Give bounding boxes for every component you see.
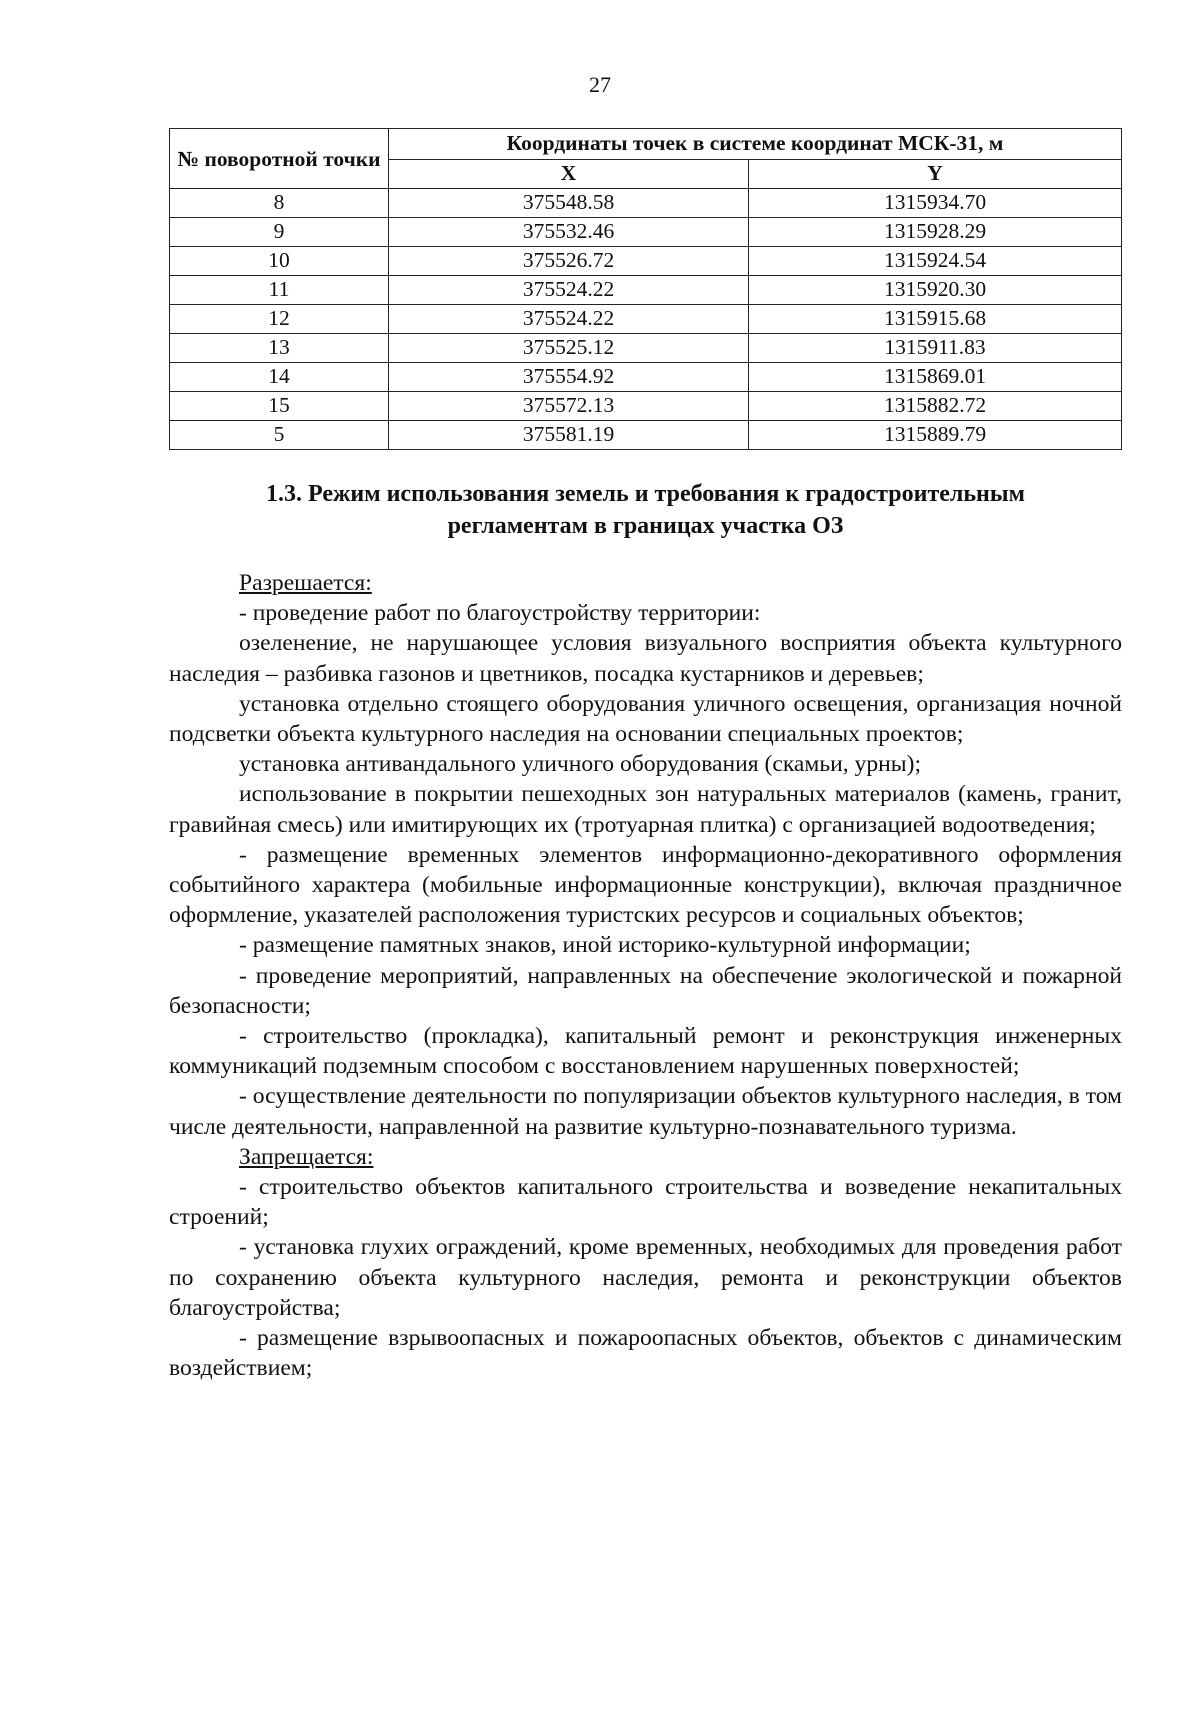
cell-y: 1315934.70 xyxy=(749,189,1122,218)
allowed-item: - осуществление деятельности по популяризации объектов культурного наследия, в том числе деятельности, направленной на развитие культурно-познавательного туризма. xyxy=(169,1083,1122,1140)
allowed-heading: Разрешается: xyxy=(239,570,372,596)
table-row xyxy=(170,305,1122,334)
header-y: Y xyxy=(749,159,1122,188)
header-x: X xyxy=(389,159,749,188)
cell-x: 375524.22 xyxy=(389,305,749,334)
cell-y: 1315911.83 xyxy=(749,334,1122,363)
cell-point: 9 xyxy=(170,218,389,247)
section-title-line-1: 1.3. Режим использования земель и требования к градостроительным xyxy=(266,481,1025,507)
cell-y: 1315869.01 xyxy=(749,363,1122,392)
cell-y: 1315882.72 xyxy=(749,392,1122,421)
cell-x: 375524.22 xyxy=(389,276,749,305)
allowed-item: - проведение работ по благоустройству территории: xyxy=(239,600,761,627)
cell-y: 1315928.29 xyxy=(749,218,1122,247)
forbidden-heading: Запрещается: xyxy=(239,1143,374,1170)
allowed-item: использование в покрытии пешеходных зон натуральных материалов (камень, гранит, гравийная смесь) или имитирующих их (тротуарная плитка) с организацией водоотведения; xyxy=(169,781,1122,838)
allowed-item: установка отдельно стоящего оборудования уличного освещения, организация ночной подсветки объекта культурного наследия на основании специальных проектов; xyxy=(169,690,1122,748)
coordinates-table-body xyxy=(170,189,1122,450)
page-number: 27 xyxy=(589,72,611,97)
table-row xyxy=(170,247,1122,276)
cell-x: 375525.12 xyxy=(389,334,749,363)
table-row xyxy=(170,392,1122,421)
cell-y: 1315889.79 xyxy=(749,421,1122,450)
cell-y: 1315920.30 xyxy=(749,276,1122,305)
cell-y: 1315924.54 xyxy=(749,247,1122,276)
cell-x: 375554.92 xyxy=(389,363,749,392)
cell-point: 13 xyxy=(170,334,389,363)
forbidden-item: - установка глухих ограждений, кроме временных, необходимых для проведения работ по сохранению объекта культурного наследия, ремонта и реконструкции объектов благоустройства; xyxy=(169,1234,1122,1321)
forbidden-item: - размещение взрывоопасных и пожароопасных объектов, объектов с динамическим воздействием; xyxy=(169,1325,1122,1382)
cell-x: 375532.46 xyxy=(389,218,749,247)
allowed-item: - размещение временных элементов информационно-декоративного оформления событийного характера (мобильные информационные конструкции), включая праздничное оформление, указателей расположения туристских ресурсов и социальных объектов; xyxy=(169,841,1122,929)
cell-point: 11 xyxy=(170,276,389,305)
allowed-item: - проведение мероприятий, направленных на обеспечение экологической и пожарной безопасности; xyxy=(169,962,1122,1019)
table-row xyxy=(170,421,1122,450)
regulations-body xyxy=(169,568,1122,1383)
cell-point: 14 xyxy=(170,363,389,392)
coordinates-table xyxy=(169,128,1122,450)
cell-x: 375572.13 xyxy=(389,392,749,421)
section-title xyxy=(169,478,1122,542)
table-row xyxy=(170,334,1122,363)
cell-point: 5 xyxy=(170,421,389,450)
header-coordinates: Координаты точек в системе координат МСК-31, м xyxy=(389,129,1122,160)
allowed-item: установка антивандального уличного оборудования (скамьи, урны); xyxy=(239,751,922,778)
allowed-item: - строительство (прокладка), капитальный ремонт и реконструкция инженерных коммуникаций подземным способом с восстановлением нарушенных поверхностей; xyxy=(169,1023,1122,1080)
cell-x: 375548.58 xyxy=(389,189,749,218)
table-row xyxy=(170,218,1122,247)
allowed-item: озеленение, не нарушающее условия визуального восприятия объекта культурного наследия – разбивка газонов и цветников, посадка кустарников и деревьев; xyxy=(169,630,1122,687)
cell-point: 12 xyxy=(170,305,389,334)
table-row xyxy=(170,363,1122,392)
cell-point: 15 xyxy=(170,392,389,421)
cell-x: 375526.72 xyxy=(389,247,749,276)
header-point-number: № поворотной точки xyxy=(170,129,389,189)
allowed-item: - размещение памятных знаков, иной историко-культурной информации; xyxy=(239,932,971,959)
table-row xyxy=(170,276,1122,305)
table-row xyxy=(170,189,1122,218)
cell-x: 375581.19 xyxy=(389,421,749,450)
cell-point: 8 xyxy=(170,189,389,218)
cell-y: 1315915.68 xyxy=(749,305,1122,334)
cell-point: 10 xyxy=(170,247,389,276)
forbidden-item: - строительство объектов капитального строительства и возведение некапитальных строений; xyxy=(169,1174,1122,1231)
section-title-line-2: регламентам в границах участка ОЗ xyxy=(447,513,844,539)
